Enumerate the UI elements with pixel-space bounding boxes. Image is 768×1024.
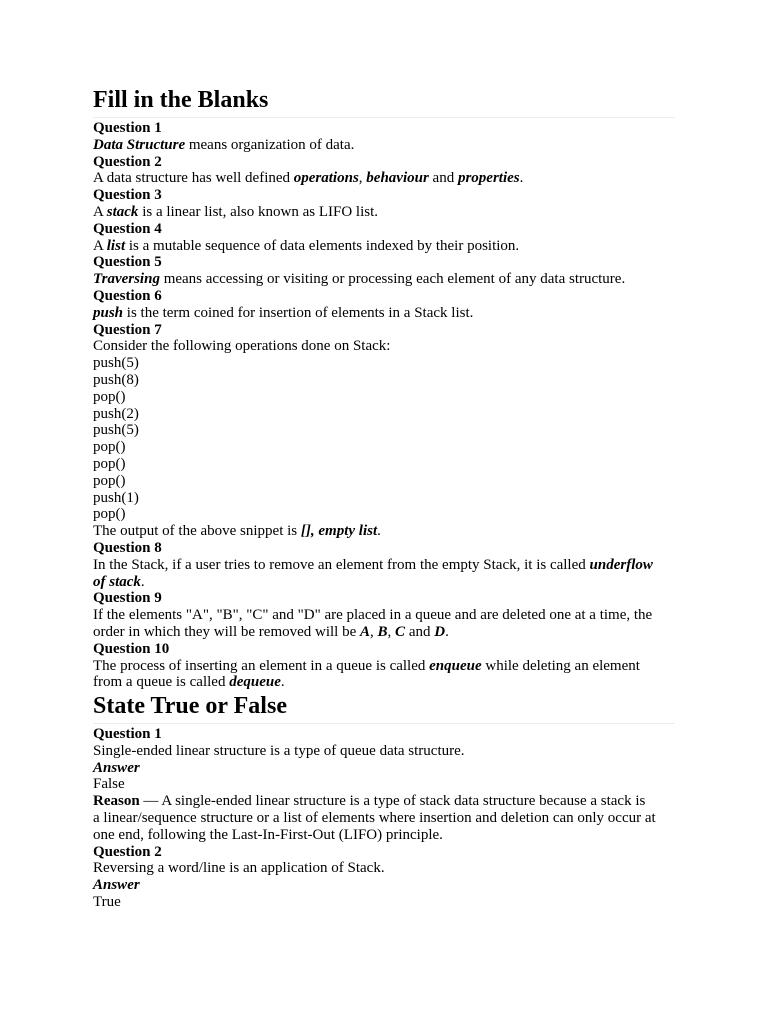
answer-term: Traversing [93, 271, 160, 288]
text-run: . [140, 573, 145, 590]
answer-term: enqueue [429, 657, 482, 674]
question-text [93, 170, 675, 187]
question-text: Consider the following operations done on Stack: [93, 338, 391, 355]
question-text [93, 557, 675, 574]
answer-term: operations [293, 170, 359, 187]
section-heading-true-false: State True or False [93, 692, 675, 724]
question-text [93, 523, 675, 540]
answer-term: A [360, 623, 371, 640]
question-text [93, 271, 675, 288]
section-heading-fill-blanks: Fill in the Blanks [93, 86, 675, 118]
text-run: A data structure has well defined [93, 170, 294, 187]
question-label: Question 8 [93, 539, 162, 556]
question-text [93, 674, 675, 691]
text-run: . [280, 674, 285, 691]
question-label: Question 3 [93, 187, 162, 204]
stack-operation: push(2) [93, 405, 139, 422]
answer-term: stack [106, 203, 139, 220]
reason-text: a linear/sequence structure or a list of elements where insertion and deletion can only occur at [93, 810, 656, 827]
question-label: Question 6 [93, 287, 162, 304]
question-text [93, 574, 675, 591]
question-label: Question 1 [93, 120, 162, 136]
stack-operation: push(5) [93, 355, 139, 372]
stack-operation: pop() [93, 388, 126, 405]
question-text [93, 658, 675, 675]
answer-term: C [395, 623, 406, 640]
text-run: — A single-ended linear structure is a type of stack data structure because a stack is [139, 793, 646, 810]
question-label: Question 5 [93, 254, 162, 271]
stack-operation: push(1) [93, 489, 139, 506]
text-run: . [519, 170, 524, 187]
stack-operation: pop() [93, 439, 126, 456]
stack-operation: pop() [93, 455, 126, 472]
text-run: , [370, 623, 378, 640]
answer-term: behaviour [366, 170, 429, 187]
answer-term: D [434, 623, 446, 640]
answer-term: [], empty list [300, 523, 378, 540]
document-content [93, 86, 675, 911]
answer-term: dequeue [229, 674, 281, 691]
answer-term: list [106, 237, 126, 254]
question-label: Question 2 [93, 153, 162, 170]
stack-operation: pop() [93, 472, 126, 489]
text-run: order in which they will be removed will be [93, 623, 361, 640]
answer-term: underflow [589, 556, 653, 573]
answer-term: properties [457, 170, 520, 187]
stack-operation: push(8) [93, 371, 139, 388]
reason-label: Reason [93, 793, 140, 810]
text-run: The output of the above snippet is [93, 523, 301, 540]
answer-term: of stack [93, 573, 141, 590]
question-text: If the elements "A", "B", "C" and "D" are placed in a queue and are deleted one at a time, the [93, 607, 653, 624]
question-label: Question 9 [93, 590, 162, 607]
text-run: and [428, 170, 458, 187]
question-label: Question 7 [93, 321, 162, 338]
stack-operation: pop() [93, 506, 126, 523]
text-run: In the Stack, if a user tries to remove an element from the empty Stack, it is called [93, 556, 590, 573]
text-run: . [445, 623, 449, 640]
text-run: is a linear list, also known as LIFO list. [138, 203, 378, 220]
question-label: Question 4 [93, 220, 162, 237]
question-label: Question 10 [93, 640, 170, 657]
text-run: from a queue is called [93, 674, 230, 691]
answer-label: Answer [93, 877, 140, 894]
answer-value: True [93, 894, 121, 911]
question-label: Question 2 [93, 843, 162, 860]
text-run: A [93, 237, 107, 254]
text-run: means organization of data. [185, 136, 355, 153]
text-run: , [387, 623, 396, 640]
text-run: is the term coined for insertion of elements in a Stack list. [123, 304, 474, 321]
text-run: . [377, 523, 381, 540]
answer-value: False [93, 776, 125, 793]
reason-text [93, 793, 675, 810]
answer-term: Data Structure [93, 136, 186, 153]
question-label: Question 1 [93, 726, 162, 743]
text-run: The process of inserting an element in a queue is called [93, 657, 430, 674]
question-text [93, 305, 675, 322]
text-run: and [405, 623, 435, 640]
question-text [93, 624, 675, 641]
text-run: is a mutable sequence of data elements indexed by their position. [125, 237, 520, 254]
text-run: while deleting an element [481, 657, 640, 674]
reason-text: one end, following the Last-In-First-Out (LIFO) principle. [93, 826, 443, 843]
text-run: means accessing or visiting or processing each element of any data structure. [159, 271, 626, 288]
answer-term: push [93, 304, 124, 321]
question-text [93, 204, 675, 221]
stack-operation: push(5) [93, 422, 139, 439]
question-text [93, 137, 675, 154]
text-run: A [93, 203, 107, 220]
answer-term: B [377, 623, 388, 640]
question-statement: Reversing a word/line is an application of Stack. [93, 860, 385, 877]
question-text [93, 238, 675, 255]
question-statement: Single-ended linear structure is a type of queue data structure. [93, 742, 465, 759]
text-run: , [358, 170, 367, 187]
answer-label: Answer [93, 759, 140, 776]
